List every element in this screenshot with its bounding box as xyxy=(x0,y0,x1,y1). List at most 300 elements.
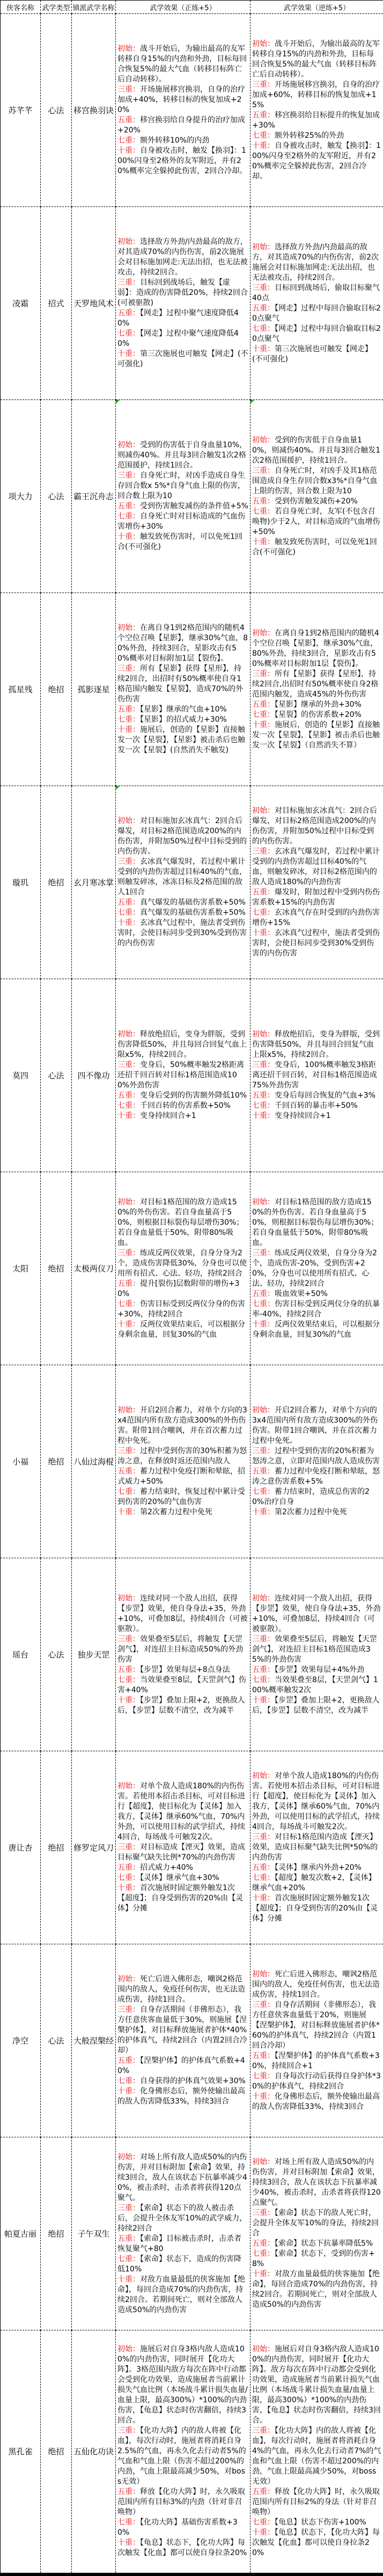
effect-segment xyxy=(252,80,381,110)
tier-label: 三重： xyxy=(117,1635,140,1644)
hero-name-cell: 莫四 xyxy=(1,979,41,1172)
tier-label: 三重： xyxy=(252,2426,275,2435)
tier-text: 过程中受到伤害的20%积蓄为怒涛之意，立即对范围内敌人造成伤害 xyxy=(252,1447,380,1465)
tier-label: 七重： xyxy=(252,2518,275,2527)
tier-label: 十重： xyxy=(252,345,275,353)
tier-label: 三重： xyxy=(252,847,275,856)
tier-text: 释放【化功大阵】时，永久吸取范围内所有目标2%的身法（针对非召唤物） xyxy=(252,2488,380,2516)
tier-label: 三重： xyxy=(252,1447,275,1455)
effect-normal-cell xyxy=(116,14,251,207)
header-effect-normal: 武学效果（正练+5） xyxy=(116,1,251,14)
effect-segment xyxy=(252,131,381,141)
hero-name-cell: 凌霜 xyxy=(1,207,41,400)
effect-segment xyxy=(252,1487,381,1507)
tier-label: 十重： xyxy=(117,146,140,155)
effect-segment xyxy=(252,628,381,669)
tier-text: 【星裂】的伤害系数+20% xyxy=(275,710,362,719)
tier-label: 五重： xyxy=(117,2234,140,2243)
tier-text: 【步罡】效果每层+8点身法 xyxy=(140,1665,230,1674)
skill-name-cell: 子午双生 xyxy=(72,2137,116,2330)
martial-type-cell: 心法 xyxy=(41,14,72,207)
effect-segment xyxy=(252,1873,381,1893)
effect-segment xyxy=(252,2344,381,2426)
tier-label: 五重： xyxy=(117,1665,140,1674)
tier-label: 初始： xyxy=(117,624,140,632)
effect-normal-cell xyxy=(116,400,251,593)
hero-name-cell: 唐让杏 xyxy=(1,1751,41,1944)
tier-text: 变身后，50%概率触发2格距离还招千回百转对目标1格范围造成100%外劲伤害 xyxy=(117,1061,244,1090)
effect-reverse-cell xyxy=(251,207,383,400)
tier-text: 自身每次行动后获得自身护体*30%的护体真气，持续2回合 xyxy=(252,2072,381,2091)
effect-segment xyxy=(252,283,381,304)
tier-text: 释放绝招后，变身为胖版，受到伤害降低50%，并且每回合回复气血上限x5%，持续2回合。 xyxy=(252,1030,380,1059)
effect-normal-cell xyxy=(116,979,251,1172)
tier-label: 初始： xyxy=(117,2345,140,2353)
tier-label: 七重： xyxy=(117,1300,140,1308)
tier-text: 受到伤害触发减伤的条件值+5% xyxy=(140,502,248,510)
tier-label: 三重： xyxy=(117,1249,140,1257)
tier-label: 七重： xyxy=(252,1300,275,1308)
martial-type-cell: 心法 xyxy=(41,1944,72,2137)
tier-text: 第三次施展也可触发【网走】(不可强化) xyxy=(117,350,248,368)
effect-segment xyxy=(117,705,248,715)
effect-segment xyxy=(117,2254,248,2275)
tier-label: 七重： xyxy=(252,1487,275,1496)
skill-name-cell: 修罗定风刀 xyxy=(72,1751,116,1944)
tier-label: 五重： xyxy=(117,898,140,907)
effect-segment xyxy=(252,1248,381,1289)
effect-segment xyxy=(252,928,381,959)
tier-text: 【涅槃护体】的护体真气系数+30%，持续回合+1 xyxy=(252,2052,380,2070)
effect-segment xyxy=(252,537,381,558)
effect-segment xyxy=(252,1405,381,1446)
effect-segment xyxy=(252,669,381,700)
tier-label: 七重： xyxy=(252,908,275,917)
tier-text: 对敌方血量最低的侠客施加【绝命】，每回合造成70%的内劲伤害，持续2回合。若期间死亡，则对全部敌人造成50%的内劲伤害 xyxy=(117,2275,245,2314)
effect-segment xyxy=(252,1320,381,1340)
effect-segment xyxy=(117,2005,248,2056)
effect-segment xyxy=(117,1634,248,1665)
effect-segment xyxy=(117,1467,248,1487)
tier-label: 初始： xyxy=(252,1198,275,1206)
tier-label: 七重： xyxy=(117,2077,140,2085)
tier-text: 【索命】状态下，造成的伤害降低10% xyxy=(117,2255,241,2274)
effect-reverse-cell xyxy=(251,2137,383,2330)
tier-text: 【网走】过程中每回合偷取目标20点聚气 xyxy=(252,324,381,343)
tier-text: 玄冰真气爆发时，若过程中累计受到的内劲伤害超过目标40%的气血，则触发碎冰，对目标2格范围内的敌人造成180%的内劲伤害 xyxy=(252,847,380,886)
effect-segment xyxy=(117,2344,248,2426)
tier-label: 十重： xyxy=(117,1696,140,1705)
effect-segment xyxy=(117,1320,248,1340)
tier-text: 对目标1格范围的敌方造成150%的外伤伤害。若自身血量高于50%，则根据目标裂伤每层增伤30%；若自身血量低于50%，附带80%吸血。 xyxy=(252,1198,378,1247)
tier-label: 五重： xyxy=(117,2488,140,2496)
tier-label: 五重： xyxy=(117,1467,140,1476)
effect-segment xyxy=(117,237,248,278)
tier-label: 五重： xyxy=(117,1279,140,1288)
tier-label: 三重： xyxy=(117,1843,140,1852)
effect-segment xyxy=(117,44,248,85)
tier-label: 五重： xyxy=(252,1091,275,1100)
effect-segment xyxy=(117,2152,248,2203)
effect-segment xyxy=(252,847,381,887)
tier-label: 七重： xyxy=(117,2518,140,2527)
tier-label: 十重： xyxy=(117,532,140,541)
skill-name-cell: 太极两仪刀 xyxy=(72,1172,116,1365)
tier-label: 三重： xyxy=(252,2001,275,2009)
tier-label: 五重： xyxy=(252,1290,275,1298)
tier-label: 五重： xyxy=(117,1863,140,1872)
tier-label: 初始： xyxy=(117,2153,140,2162)
martial-type-cell: 绝招 xyxy=(41,1365,72,1558)
tier-label: 初始： xyxy=(252,243,275,251)
tier-text: 连续对同一个敌人出招，获得【步罡】效果，使自身身法+35，外劲+10%，可叠加8层，持续4回合（可被驱散）。 xyxy=(252,1594,381,1633)
effect-segment xyxy=(117,1248,248,1279)
header-martial-type: 武学类型 xyxy=(41,1,72,14)
tier-label: 十重： xyxy=(252,1320,275,1329)
table-row xyxy=(1,1944,383,2137)
tier-label: 五重： xyxy=(252,497,275,506)
tier-text: 开启2回合蓄力，对单个方向的3x4范围内所有敌方造成300%的外伤伤害。附带1回合嘲讽，并在首次蓄力过程中免死。 xyxy=(252,1406,378,1445)
tier-text: 效果叠至5层后，将触发【天罡剑气】，对连招主目标造成50%的外劲伤害 xyxy=(117,1635,243,1664)
effect-segment xyxy=(252,710,381,720)
effect-segment xyxy=(252,2000,381,2051)
effect-segment xyxy=(117,2056,248,2076)
effect-segment xyxy=(117,2234,248,2254)
tier-text: 若自身死亡时，友军(不包含召唤物)少于2人，对目标造成的气血增伤+50% xyxy=(252,507,380,536)
tier-label: 七重： xyxy=(117,2255,140,2263)
hero-name-cell: 小福 xyxy=(1,1365,41,1558)
tier-label: 五重： xyxy=(252,700,275,709)
effect-segment xyxy=(117,1111,248,1121)
tier-text: 第三次施展也可触发【网走】(不可强化) xyxy=(252,345,372,364)
tier-text: 释放绝招后，变身为胖版，受到伤害降低50%，并且每回合回复气血上限x5%，持续2回合。 xyxy=(117,1030,247,1059)
tier-text: 【网走】过程中聚气速度降低40% xyxy=(117,329,239,348)
effect-segment xyxy=(117,816,248,857)
effect-normal-cell xyxy=(116,1558,251,1751)
table-row xyxy=(1,1558,383,1751)
tier-text: 首次施展时固定额外触发1次【超度】；自身受到伤害的20%由【灵体】分摊 xyxy=(252,1894,378,1923)
tier-text: 蓄力过程中免疫打断和晕眩，怒涛之意伤害系数+5% xyxy=(252,1467,380,1486)
tier-text: 在离自身1到2格范围内的随机4个空位召唤【星影】，继承30%气血，80%外劲，持续3回合，星影攻击有50%概率对目标附加1层【裂伤】。 xyxy=(117,624,248,663)
tier-text: 所有【星影】获得【星形】，持续2回合,出招时有50%概率使自身2格范围内触发，造成45%的外伤伤害 xyxy=(252,670,378,699)
tier-text: 在离自身1到2格范围内的随机4个空位召唤【星影】，继承30%气血，80%外劲，持续3回合，星影攻击有50%概率对目标附加1层【裂伤】。 xyxy=(252,629,379,668)
tier-label: 七重： xyxy=(117,1676,140,1684)
effect-segment xyxy=(117,329,248,349)
martial-type-cell: 心法 xyxy=(41,1558,72,1751)
effect-segment xyxy=(117,1197,248,1248)
effect-segment xyxy=(252,1863,381,1873)
tier-label: 五重： xyxy=(117,502,140,510)
tier-label: 初始： xyxy=(252,1970,275,1979)
tier-text: 提升[裂伤]层数附带的增伤+30% xyxy=(117,1279,240,1298)
effect-segment xyxy=(252,466,381,497)
tier-text: 额外转移10%的内劲 xyxy=(140,136,209,145)
tier-text: 受到的伤害低于自身血量10%，则减伤40%。并且每3回合触发1次2格范围援护，持续1回合。 xyxy=(117,441,247,470)
tier-label: 三重： xyxy=(252,1061,275,1069)
effect-reverse-cell xyxy=(251,593,383,786)
tier-label: 初始： xyxy=(252,2345,275,2353)
tier-label: 三重： xyxy=(252,2209,275,2217)
effect-segment xyxy=(252,304,381,324)
tier-text: 【化功大阵】基础伤害系数+30% xyxy=(117,2518,238,2537)
tier-text: 移宫换羽给自身提升的治疗加成+20% xyxy=(117,116,245,135)
effect-segment xyxy=(117,1696,248,1716)
tier-label: 三重： xyxy=(117,1061,140,1069)
tier-label: 十重： xyxy=(117,2275,140,2284)
table-row xyxy=(1,2137,383,2330)
effect-segment xyxy=(252,435,381,466)
tier-text: 【索命】目标被击杀时，击杀者恢复聚气+80 xyxy=(117,2234,241,2253)
tier-text: 自身死亡时对目标造成的气血伤害增伤+30% xyxy=(117,512,245,531)
effect-segment xyxy=(117,1594,248,1634)
tier-label: 三重： xyxy=(252,467,275,475)
tier-label: 三重： xyxy=(252,1249,275,1257)
hero-name-cell: 净空 xyxy=(1,1944,41,2137)
effect-segment xyxy=(117,512,248,532)
effect-segment xyxy=(117,136,248,146)
table-row xyxy=(1,207,383,400)
effect-segment xyxy=(117,2203,248,2234)
effect-segment xyxy=(117,278,248,308)
effect-segment xyxy=(252,1675,381,1696)
tier-text: 变身后每回合恢复的气血+3% xyxy=(275,1091,375,1100)
tier-label: 五重： xyxy=(252,1665,275,1674)
tier-label: 七重： xyxy=(117,908,140,917)
tier-text: 【步罡】叠加上限+2，更换敌人后，【步罡】层数不清空，改为减半 xyxy=(117,1696,245,1715)
tier-text: 【索命】状态下的敌人被击杀后，会提升全体友军10%的武学威力，持续2回合 xyxy=(117,2204,247,2233)
effect-segment xyxy=(117,1873,248,1883)
header-hero-name: 侠客名称 xyxy=(1,1,41,14)
effect-segment xyxy=(252,1289,381,1299)
tier-text: 自身被攻击时，触发【换羽】：100%闪身至2格外的友军附近，并有20%概率完全躲掉此伤害，2回合冷却。 xyxy=(252,142,381,181)
tier-label: 十重： xyxy=(117,2538,140,2547)
tier-label: 十重： xyxy=(252,929,275,937)
tier-text: 对单个敌人造成180%的内伤伤害。若使用本招击杀目标，可对目标进行【超度】，使目标化为【灵体】加入我方，【灵体】继承60%气血，70%内外劲，可以使用目标的武学招式，持续4回合，每场战斗可触发2次。 xyxy=(117,1782,245,1841)
tier-label: 十重： xyxy=(252,1894,275,1903)
tier-text: 【步罡】叠加上限+2，更换敌人后，【步罡】层数不清空，改为减半 xyxy=(252,1696,380,1715)
effect-segment xyxy=(252,1111,381,1121)
tier-label: 初始： xyxy=(252,1772,275,1780)
tier-label: 三重： xyxy=(252,284,275,292)
tier-label: 七重： xyxy=(252,1101,275,1110)
effect-normal-cell xyxy=(116,2137,251,2330)
effect-normal-cell xyxy=(116,1172,251,1365)
tier-label: 七重： xyxy=(117,136,140,145)
martial-type-cell: 招式 xyxy=(41,207,72,400)
effect-normal-cell xyxy=(116,1365,251,1558)
tier-label: 五重： xyxy=(117,705,140,714)
hero-name-cell: 苏芊芊 xyxy=(1,14,41,207)
tier-text: 【索命】状态下，受到的伤害+8% xyxy=(252,2249,375,2268)
effect-reverse-cell xyxy=(251,2330,383,2574)
tier-text: 释放【化功大阵】时，永久吸取范围内所有目标3%的内劲（针对非召唤物） xyxy=(117,2488,245,2516)
tier-text: 【灵体】继承气血+30% xyxy=(140,1874,219,1882)
tier-text: 第2次蓄力过程中免死 xyxy=(140,1508,212,1516)
tier-label: 十重： xyxy=(252,142,275,150)
martial-type-cell: 绝招 xyxy=(41,786,72,979)
tier-text: 真气爆发的基础伤害系数+50% xyxy=(140,908,246,917)
tier-label: 七重： xyxy=(117,1874,140,1882)
tier-text: 蓄力结束时，造成总伤害的20%治疗自身 xyxy=(252,1487,370,1506)
tier-label: 七重： xyxy=(117,1101,140,1110)
tier-label: 初始： xyxy=(117,1975,140,1983)
table-row xyxy=(1,1365,383,1558)
tier-label: 十重： xyxy=(252,538,275,546)
effect-segment xyxy=(252,2051,381,2071)
tier-text: 蓄力结束时，恢复过程中累计受到伤害的20%的气血伤害 xyxy=(117,1487,245,1506)
tier-text: 触发致死伤害时，可以免死1回合(不可强化) xyxy=(252,538,377,557)
effect-segment xyxy=(117,918,248,949)
effect-segment xyxy=(117,1091,248,1101)
tier-text: 【网走】过程中每回合偷取目标20点聚气 xyxy=(252,304,381,323)
tier-label: 七重： xyxy=(117,512,140,521)
tier-text: 额外转移25%的外劲 xyxy=(275,131,344,140)
effect-segment xyxy=(252,2426,381,2487)
effect-segment xyxy=(252,1771,381,1832)
effect-segment xyxy=(117,1974,248,2005)
effect-segment xyxy=(252,1197,381,1248)
hero-name-cell: 帕夏古丽 xyxy=(1,2137,41,2330)
effect-segment xyxy=(252,324,381,344)
tier-label: 七重： xyxy=(117,1487,140,1496)
effect-segment xyxy=(252,1634,381,1665)
tier-label: 三重： xyxy=(117,2204,140,2212)
header-skill-name: 镇派武学名称 xyxy=(72,1,116,14)
tier-label: 十重： xyxy=(117,2087,140,2096)
effect-segment xyxy=(252,1696,381,1716)
skill-name-cell: 霸王沉舟志 xyxy=(72,400,116,593)
skill-name-cell: 玄月寒冰掌 xyxy=(72,786,116,979)
tier-text: 对场上所有敌人造成50%的内伤伤害，并对目标附加【索命】效果，持续3回合，敌人在该状态下抗暴率减少40%，被击杀时，击杀者将获得120点聚气。 xyxy=(252,2158,381,2207)
tier-label: 十重： xyxy=(252,2092,275,2101)
effect-segment xyxy=(117,349,248,369)
tier-text: 当效果叠至8层，【天罡剑气】100%概率触发2次 xyxy=(252,1676,378,1694)
skill-name-cell: 独步天罡 xyxy=(72,1558,116,1751)
tier-text: 死亡后进入佛形态，嘲讽2格范围内的敌人，免疫任何伤害，也无法造成伤害，持续1回合。 xyxy=(252,1970,380,1999)
effect-segment xyxy=(117,908,248,918)
tier-text: 反两仪效果结束后，可以根据分身剩余血量，回复30%的气血 xyxy=(117,1320,245,1339)
tier-text: 【化功大阵】内的敌人将被【化血】，每次行动时，施展者将消耗自身4%的气血，再永久化去行动者7%的气血和气血上限（伤害不超过200%的内劲，气血上限最高减少50%，对boss无效） xyxy=(252,2426,381,2486)
effect-segment xyxy=(117,471,248,501)
tier-text: 自身存活期间（非佛形态），我方任意侠客血量低于20%，则施展【涅槃护体】，对目标释放施展者护体*60%的护体真气，持续2回合（内置1回合冷却） xyxy=(252,2001,380,2050)
effect-segment xyxy=(252,2157,381,2208)
hero-name-cell: 瑶台 xyxy=(1,1558,41,1751)
tier-label: 七重： xyxy=(252,1874,275,1882)
tier-text: 练成反两仪效果，自身分身为2个，造成伤害-20%，受到伤害+20%，分身也可以使用所有招式、心法、轻功，持续2回合 xyxy=(252,1249,377,1288)
tier-label: 七重： xyxy=(252,1676,275,1684)
skill-name-cell: 移宫换羽诀 xyxy=(72,14,116,207)
tier-label: 七重： xyxy=(117,329,140,338)
martial-type-cell: 绝招 xyxy=(41,2330,72,2574)
tier-label: 初始： xyxy=(117,1594,140,1603)
tier-text: 自身获得的护体真气效果+30% xyxy=(140,2077,246,2085)
tier-text: 自身死亡时，对凶手及其1格范围造成自身生存回合数x3%*自身气血上限的伤害，回合数上限为10 xyxy=(252,467,378,495)
effect-segment xyxy=(117,1665,248,1675)
effect-segment xyxy=(252,507,381,537)
effect-segment xyxy=(117,1781,248,1842)
tier-label: 三重： xyxy=(117,1447,140,1455)
martial-type-cell: 心法 xyxy=(41,979,72,1172)
effect-segment xyxy=(252,720,381,751)
tier-text: 招式威力+40% xyxy=(140,1863,193,1872)
effect-reverse-cell xyxy=(251,1558,383,1751)
effect-segment xyxy=(117,501,248,512)
tier-label: 初始： xyxy=(252,436,275,445)
tier-label: 初始： xyxy=(117,1782,140,1790)
tier-text: 对单个敌人造成180%的内伤伤害。若使用本招击杀目标，可对目标进行【超度】，使目标化为【灵体】加入我方，【灵体】继承60%气血，70%内外劲，可以使用目标的武学招式，持续4回合，每场战斗可触发2次。 xyxy=(252,1772,380,1831)
effect-segment xyxy=(117,2086,248,2107)
effect-segment xyxy=(252,1060,381,1091)
tier-text: 爆发时，附加过程中受到内伤伤害系数+15%的内劲伤害 xyxy=(252,888,380,907)
tier-text: 战斗开始后，为输出最高的友军转移自身15%的内劲和外劲，目标每回合恢复5%的最大气血（转移目标阵亡后自动转移）。 xyxy=(252,40,380,79)
tier-label: 十重： xyxy=(117,1508,140,1516)
martial-type-cell: 绝招 xyxy=(41,1751,72,1944)
effect-segment xyxy=(252,700,381,710)
tier-text: 施展后对自身3格内敌人造成100%的内劲伤害，同时展开【化功大阵】。敌方每次在阵中行动都会受到化功效果，造成施展者当前累计损失气血比例（本场战斗累计损失血量/血量上限，最高300%）*100%的内劲伤害，【龟息】状态时伤害翻倍，持续3回合。 xyxy=(252,2345,381,2425)
effect-segment xyxy=(252,2528,381,2558)
effect-segment xyxy=(117,146,248,176)
tier-label: 三重： xyxy=(252,80,275,89)
tier-text: 开启2回合蓄力，对单个方向的3x4范围内所有敌方造成300%的外伤伤害。附带1回合嘲讽，并在首次蓄力过程中免死。 xyxy=(117,1406,247,1445)
effect-reverse-cell xyxy=(251,1172,383,1365)
tier-text: 千回百转的暴击率+50% xyxy=(275,1101,358,1110)
tier-label: 五重： xyxy=(117,309,140,317)
tier-label: 五重： xyxy=(117,1091,140,1100)
tier-label: 十重： xyxy=(252,2528,275,2537)
effect-normal-cell xyxy=(116,1751,251,1944)
martial-type-cell: 绝招 xyxy=(41,1172,72,1365)
tier-text: 目标回到战场后，触发【虚弱】：造成的伤害降低20%，持续2回合(可被驱散) xyxy=(117,278,248,307)
effect-segment xyxy=(117,623,248,664)
tier-label: 三重： xyxy=(117,2005,140,2014)
effect-segment xyxy=(117,1101,248,1111)
table-row xyxy=(1,400,383,593)
tier-label: 三重： xyxy=(252,670,275,678)
effect-segment xyxy=(117,1487,248,1507)
tier-text: 移宫换羽给目标提升的恢复加成+30% xyxy=(252,111,380,130)
effect-segment xyxy=(252,2239,381,2249)
tier-label: 初始： xyxy=(252,806,275,815)
tier-text: 【化功大阵】内的敌人将被【化血】，每次行动时，施展者将消耗自身2.5%的气血，再永久化去行动者5%的气血和气血上限（伤害不超过200%的内劲，气血上限最高减少50%，对boss无效） xyxy=(117,2426,246,2486)
effect-segment xyxy=(252,2092,381,2112)
effect-segment xyxy=(252,2487,381,2518)
effect-segment xyxy=(117,1279,248,1299)
effect-normal-cell xyxy=(116,207,251,400)
effect-segment xyxy=(252,2071,381,2092)
tier-text: 选择敌方外劲/内劲最高的敌方，对其造成70%的内伤伤害，前2次施展会对目标施加网走:无法出招，也无法被攻击，持续2回合。 xyxy=(117,238,248,277)
effect-segment xyxy=(117,1675,248,1696)
tier-text: 吸血效果+50% xyxy=(275,1290,328,1298)
effect-segment xyxy=(117,664,248,705)
tier-text: 【星影】继承的气血+10% xyxy=(140,705,227,714)
skill-name-cell: 五仙化功诀 xyxy=(72,2330,116,2574)
effect-segment xyxy=(117,1883,248,1914)
tier-text: 【灵体】继承内外劲+20% xyxy=(275,1863,362,1872)
tier-label: 十重： xyxy=(252,721,275,729)
tier-text: 施展后对自身3格内敌人造成100%的内劲伤害，同时展开【化功大阵】。3格范围内敌方每次在阵中行动都会受到化功效果，造成施展者当前累计损失气血比例（本场战斗累计损失血量/血量上限，最高300%）*100%的内劲伤害，【龟息】状态时伤害翻倍，持续3回合。 xyxy=(117,2345,248,2425)
tier-text: 对目标1格范围内造成【湮灭】效果，造成目标聚气缺失比例*50%的内劲伤害 xyxy=(252,1833,378,1862)
effect-segment xyxy=(117,2518,248,2538)
tier-text: 【网走】过程中聚气速度降低40% xyxy=(117,309,239,328)
tier-text: 死亡后进入佛形态，嘲讽2格范围内的敌人，免疫任何伤害，也无法造成伤害，持续1回合。 xyxy=(117,1975,245,2004)
tier-text: 练成反两仪效果，自身分身为2个，造成伤害降低30%，分身也可以使用所有招式、心法、轻功，持续2回合 xyxy=(117,1249,247,1278)
tier-text: 对目标造成【湮灭】效果，造成目标聚气缺失比例*70%的内劲伤害 xyxy=(117,1843,245,1862)
effect-segment xyxy=(252,344,381,365)
tier-text: 第2次蓄力过程中免死 xyxy=(275,1508,347,1516)
effect-segment xyxy=(117,715,248,725)
tier-text: 受到伤害触发减伤+20% xyxy=(275,497,358,506)
table-row xyxy=(1,786,383,979)
